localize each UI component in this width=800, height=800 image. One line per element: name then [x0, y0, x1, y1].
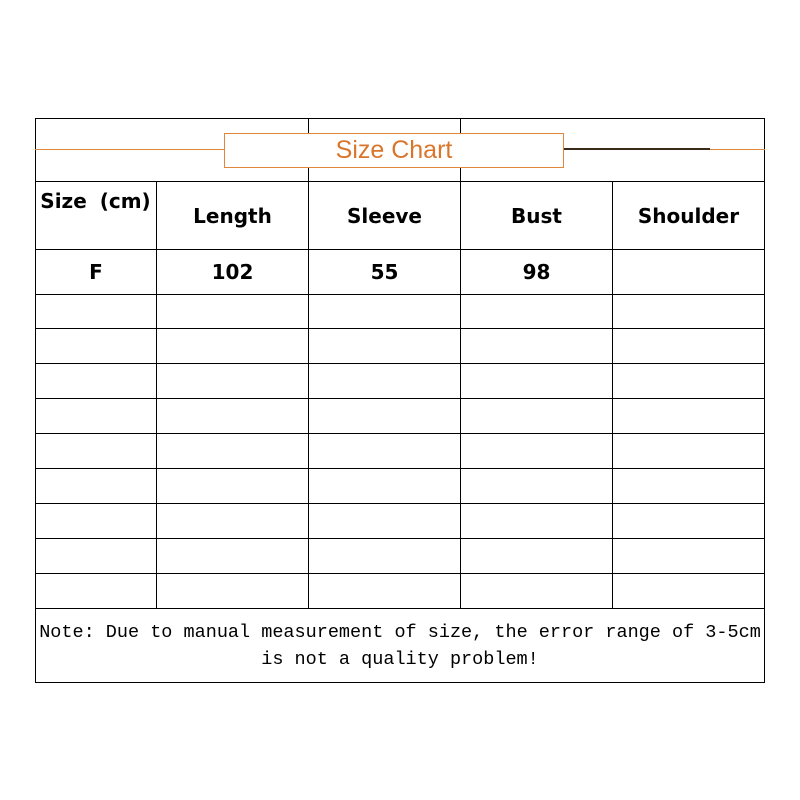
grid-line	[35, 328, 765, 329]
grid-column-line	[460, 181, 461, 609]
measurement-note: Note: Due to manual measurement of size, the error range of 3-5cm is not a quality problem!	[39, 622, 761, 670]
header-bust: Bust	[511, 204, 562, 228]
grid-column-line	[308, 181, 309, 609]
title-rule-left	[35, 149, 225, 150]
grid-line	[35, 363, 765, 364]
size-chart	[35, 118, 765, 683]
grid-line	[35, 503, 765, 504]
grid-line	[35, 433, 765, 434]
cell-length: 102	[211, 260, 254, 284]
grid-line	[35, 294, 765, 295]
title-rule-right-dark	[564, 148, 710, 150]
header-length: Length	[193, 204, 272, 228]
grid-line	[35, 468, 765, 469]
grid-column-line	[612, 181, 613, 609]
chart-frame-top	[35, 118, 764, 119]
cell-shoulder	[613, 250, 764, 294]
cell-bust: 98	[522, 260, 551, 284]
chart-title: Size Chart	[224, 133, 564, 168]
header-size: Size (cm)	[40, 189, 151, 213]
grid-line	[35, 573, 765, 574]
title-rule-right	[710, 149, 765, 150]
grid-line	[35, 538, 765, 539]
header-sleeve: Sleeve	[347, 204, 422, 228]
header-shoulder: Shoulder	[637, 204, 740, 228]
cell-sleeve: 55	[370, 260, 399, 284]
grid-column-line	[156, 181, 157, 609]
cell-size: F	[89, 260, 103, 284]
grid-line	[35, 608, 765, 609]
grid-line	[35, 398, 765, 399]
chart-frame-right	[764, 118, 765, 682]
chart-frame-bottom	[35, 682, 765, 683]
